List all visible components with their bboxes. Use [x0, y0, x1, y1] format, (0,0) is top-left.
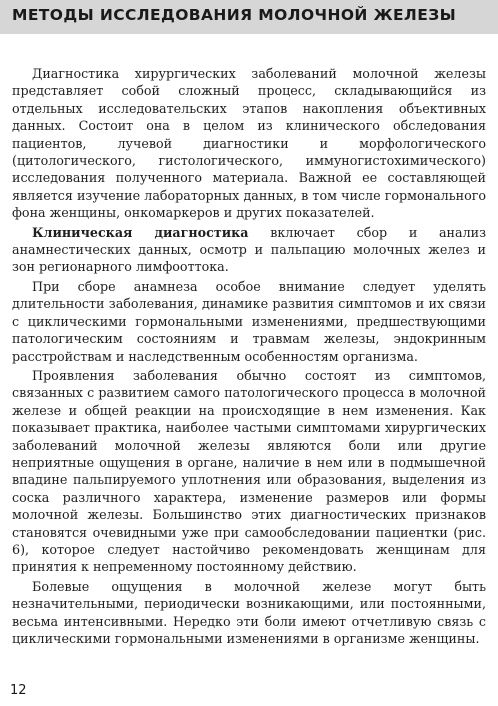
- chapter-title: МЕТОДЫ ИССЛЕДОВАНИЯ МОЛОЧНОЙ ЖЕЛЕЗЫ: [12, 6, 457, 24]
- paragraph: [12, 367, 486, 576]
- paragraph: [12, 578, 486, 648]
- paragraph-text: При сборе анамнеза особое внимание следует уделять длительности заболевания, динамике развития симптомов и их связи с циклическими гормональными изменениями, предшествующими патологическим состояниям и травмам железы, эндокринным расстройствам и наследственным особенностям организма.: [12, 278, 486, 364]
- paragraph-text: Проявления заболевания обычно состоят из симптомов, связанных с развитием самого патологического процесса в молочной железе и общей реакции на происходящие в нем изменения. Как показывает практика, наиболее частыми симптомами хирургических заболеваний молочной железы являются боли или другие неприятные ощущения в органе, наличие в нем или в подмышечной впадине пальпируемого уплотнения или образования, выделения из соска различного характера, изменение размеров или формы молочной железы. Большинство этих диагностических признаков становятся очевидными уже при самообследовании пациентки (рис. 6), которое следует настойчиво рекомендовать женщинам для принятия к непременному постоянному действию.: [12, 367, 486, 575]
- paragraph: [12, 65, 486, 222]
- paragraph-text: Болевые ощущения в молочной железе могут быть незначительными, периодически возникающими, или постоянными, весьма интенсивными. Нередко эти боли имеют отчетливую связь с циклическими гормональными изменениями в организме женщины.: [12, 578, 486, 646]
- page-number: 12: [10, 683, 27, 698]
- paragraph: [12, 224, 486, 276]
- paragraph: [12, 278, 486, 365]
- paragraph-text: Диагностика хирургических заболеваний молочной железы представляет собой сложный процесс, складывающийся из отдельных исследовательских этапов накопления объективных данных. Состоит она в целом из клинического обследования пациентов, лучевой диагностики и морфологического (цитологического, гистологического, иммуногистохимического) исследования полученного материала. Важной ее составляющей является изучение лабораторных данных, в том числе гормонального фона женщины, онкомаркеров и других показателей.: [12, 66, 486, 221]
- chapter-header-band: [0, 0, 498, 34]
- body-text: [12, 65, 486, 649]
- paragraph-text: включает сбор и анализ анамнестических данных, осмотр и пальпацию молочных желез и зон регионарного лимфооттока.: [12, 224, 487, 275]
- paragraph-lead-term: Клиническая диагностика: [32, 224, 249, 240]
